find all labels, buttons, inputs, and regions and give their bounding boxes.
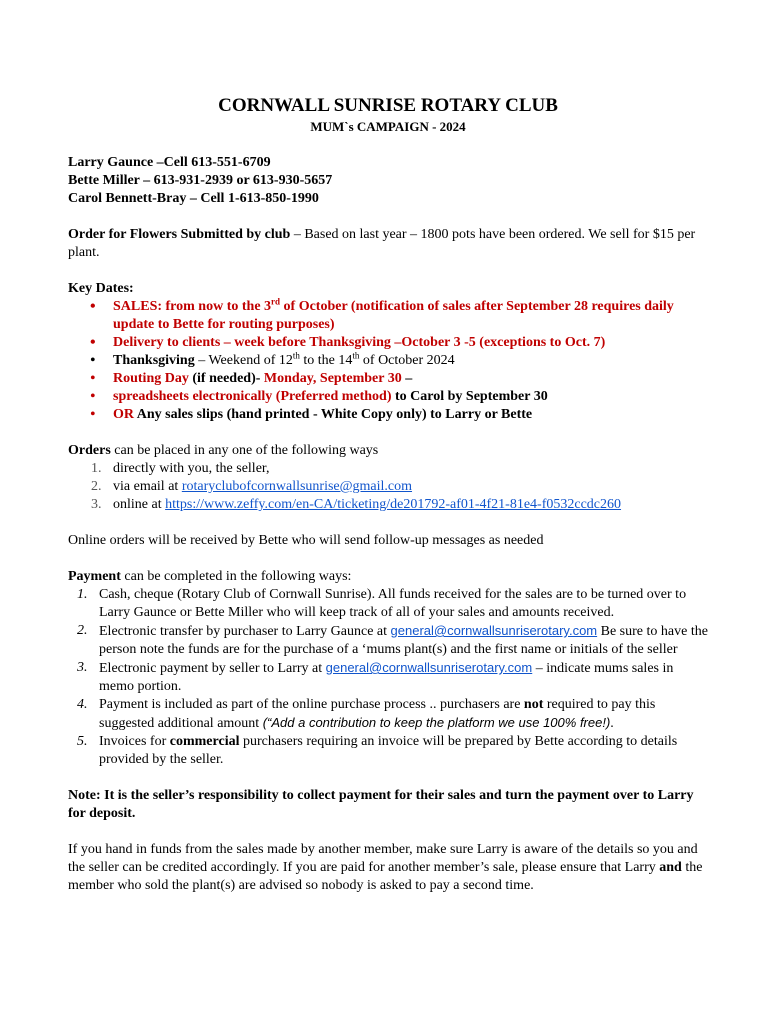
key-date-or: • OR Any sales slips (hand printed - White Copy only) to Larry or Bette: [68, 406, 708, 424]
payment-item-etransfer: 2. Electronic transfer by purchaser to Larry Gaunce at general@cornwallsunriserotary.com Be sure to have the person note the funds are for the purchase of a ‘mums plant(s) and the first name or initials of the seller: [77, 623, 708, 657]
seller-note: Note: It is the seller’s responsibility to collect payment for their sales and turn the payment over to Larry for deposit.: [68, 788, 694, 821]
payment-item-online: 4. Payment is included as part of the online purchase process .. purchasers are not required to pay this suggested additional amount (“Add a contribution to keep the platform we use 100% free!).: [77, 697, 656, 731]
payment-item-seller: 3. Electronic payment by seller to Larry at general@cornwallsunriserotary.com – indicate mums sales in memo portion.: [77, 660, 674, 694]
orders-item-online: 3. online at https://www.zeffy.com/en-CA/ticketing/de201792-af01-4f21-81e4-f0532ccdc260: [91, 497, 622, 512]
key-dates-list: [68, 298, 708, 424]
online-note: Online orders will be received by Bette who will send follow-up messages as needed: [68, 533, 544, 548]
payment-item-invoice: 5. Invoices for commercial purchasers requiring an invoice will be prepared by Bette according to details provided by the seller.: [77, 734, 678, 767]
orders-email-link[interactable]: rotaryclubofcornwallsunrise@gmail.com: [181, 479, 413, 494]
payment-intro: Payment can be completed in the following ways:: [68, 569, 352, 584]
contact-list: [68, 154, 708, 208]
closing-paragraph: If you hand in funds from the sales made by another member, make sure Larry is aware of the details so you and the seller can be credited accordingly. If you are paid for another member’s sale, please ensure that Larry and the member who sold the plant(s) are advised so nobody is asked to pay a second time.: [68, 842, 703, 893]
key-date-delivery: • Delivery to clients – week before Thanksgiving –October 3 -5 (exceptions to Oct. 7): [68, 334, 708, 352]
key-dates-heading: Key Dates:: [68, 281, 134, 296]
payment-email-link-2[interactable]: general@cornwallsunriserotary.com: [325, 660, 533, 675]
document-page: [68, 94, 708, 895]
key-date-spreadsheets: • spreadsheets electronically (Preferred method) to Carol by September 30: [68, 388, 708, 406]
order-paragraph: [68, 226, 708, 262]
order-label: Order for Flowers Submitted by club: [68, 227, 291, 242]
key-date-thanksgiving: • Thanksgiving – Weekend of 12th to the 14th of October 2024: [68, 352, 708, 370]
payment-list: [68, 586, 708, 769]
orders-list: [68, 460, 708, 514]
document-subtitle: MUM`s CAMPAIGN - 2024: [310, 119, 466, 134]
payment-item-cash: 1. Cash, cheque (Rotary Club of Cornwall Sunrise). All funds received for the sales are to be turned over to Larry Gaunce or Bette Miller who will keep track of all of your sales and amounts received.: [77, 587, 687, 620]
orders-item-direct: 1. directly with you, the seller,: [91, 461, 270, 476]
orders-zeffy-link[interactable]: https://www.zeffy.com/en-CA/ticketing/de201792-af01-4f21-81e4-f0532ccdc260: [165, 497, 622, 512]
contact-larry: Larry Gaunce –Cell 613-551-6709: [68, 155, 271, 170]
orders-item-email: 2. via email at rotaryclubofcornwallsunrise@gmail.com: [91, 479, 413, 494]
order-text: – Based on last year – 1800 pots have been ordered. We sell for $15 per plant.: [68, 227, 696, 260]
contact-bette: Bette Miller – 613-931-2939 or 613-930-5657: [68, 173, 333, 188]
key-date-sales: • SALES: from now to the 3rd of October (notification of sales after September 28 requires daily update to Bette for routing purposes): [68, 298, 708, 334]
contact-carol: Carol Bennett-Bray – Cell 1-613-850-1990: [68, 191, 319, 206]
key-date-routing: • Routing Day (if needed)- Monday, September 30 –: [68, 370, 708, 388]
payment-email-link-1[interactable]: general@cornwallsunriserotary.com: [390, 623, 598, 638]
orders-intro: Orders can be placed in any one of the following ways: [68, 443, 379, 458]
document-title: CORNWALL SUNRISE ROTARY CLUB: [218, 95, 558, 116]
